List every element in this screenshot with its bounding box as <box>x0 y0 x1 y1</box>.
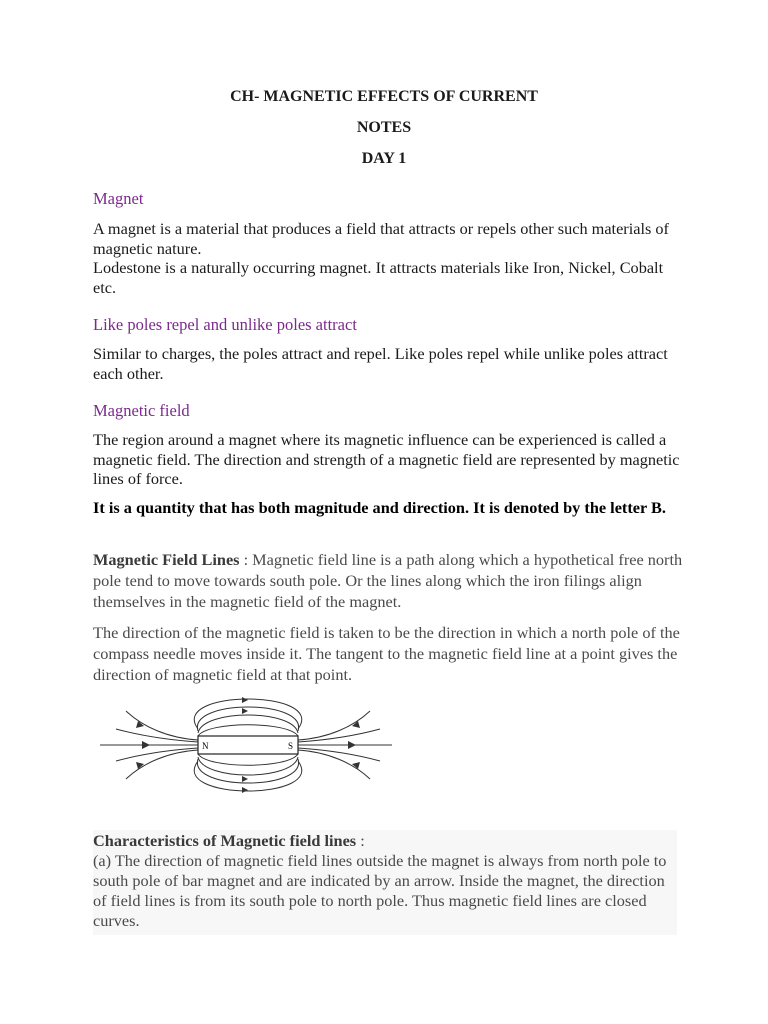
field-line <box>197 759 298 783</box>
magnetic-field-paragraph: The region around a magnet where its magnetic influence can be experienced is called a magnetic field. The direction and strength of a magnetic field are represented by magnetic lines of force. <box>93 430 680 488</box>
heading-poles: Like poles repel and unlike poles attract <box>93 315 357 334</box>
heading-magnet: Magnet <box>93 189 144 208</box>
characteristic-a: (a) The direction of magnetic field lines outside the magnet is always from north pole to south pole of bar magnet and are indicated by an arrow. Inside the magnet, the direction of field lines is from its south pole to north pole. Thus magnetic field lines are closed curves. <box>93 851 667 930</box>
poles-paragraph: Similar to charges, the poles attract and repel. Like poles repel while unlike poles attract each other. <box>93 344 668 383</box>
field-line <box>198 757 298 775</box>
field-line <box>198 725 298 736</box>
characteristics-heading-line <box>93 830 677 851</box>
bar-magnet <box>198 736 298 754</box>
field-lines-paragraph <box>93 549 683 612</box>
field-line <box>197 707 298 731</box>
south-pole-label: S <box>288 741 294 751</box>
magnet-definition: A magnet is a material that produces a field that attracts or repels other such materials of magnetic nature. <box>93 219 669 258</box>
characteristics-colon: : <box>356 831 365 850</box>
chapter-title: CH- MAGNETIC EFFECTS OF CURRENT <box>230 88 538 105</box>
day-label: DAY 1 <box>361 150 407 167</box>
field-line <box>198 715 298 733</box>
field-lines-term: Magnetic Field Lines <box>93 550 240 569</box>
magnet-paragraph <box>93 219 683 297</box>
notes-label: NOTES <box>356 119 412 136</box>
field-direction-paragraph: The direction of the magnetic field is taken to be the direction in which a north pole of the compass needle moves inside it. The tangent to the magnetic field line at a point gives the direction of magnetic field at that point. <box>93 623 680 684</box>
field-lines-definition: : Magnetic field line is a path along which a hypothetical free north pole tend to move towards south pole. Or the lines along which the iron filings align themselves in the magnetic field of the magnet. <box>93 550 683 611</box>
bar-magnet-field-diagram <box>98 693 398 805</box>
magnitude-direction-note: It is a quantity that has both magnitude and direction. It is denoted by the letter B. <box>93 498 666 517</box>
characteristics-section <box>93 830 677 935</box>
characteristics-term: Characteristics of Magnetic field lines <box>93 831 357 850</box>
field-line <box>198 754 298 765</box>
lodestone-text: Lodestone is a naturally occurring magnet. It attracts materials like Iron, Nickel, Cobalt etc. <box>93 258 664 297</box>
heading-magnetic-field: Magnetic field <box>93 401 190 420</box>
north-pole-label: N <box>202 741 209 751</box>
